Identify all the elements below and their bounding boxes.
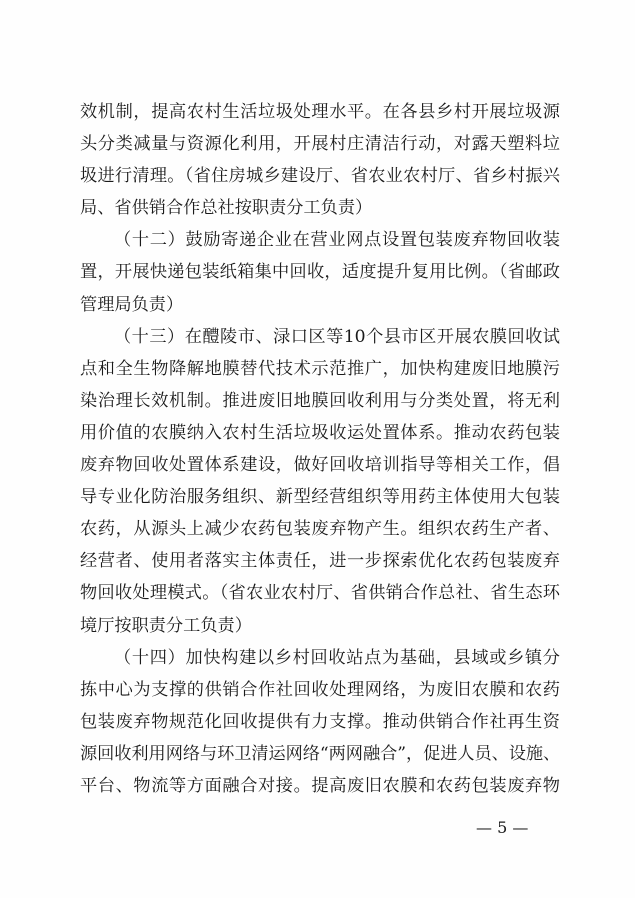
text-line: 用价值的农膜纳入农村生活垃圾收运处置体系。推动农药包装: [80, 422, 560, 443]
text-line: 点和全生物降解地膜替代技术示范推广，加快构建废旧地膜污: [80, 358, 560, 379]
paragraph-14-start: （十四）加快构建以乡村回收站点为基础，县域或乡镇分: [114, 647, 560, 668]
text-line: 源回收利用网络与环卫清运网络“两网融合”，促进人员、设施、: [80, 743, 560, 764]
text-line: 头分类减量与资源化利用，开展村庄清洁行动，对露天塑料垃: [80, 134, 560, 155]
paragraph-13-start: （十三）在醴陵市、渌口区等10个县市区开展农膜回收试: [114, 326, 560, 347]
text-line: 物回收处理模式。（省农业农村厅、省供销合作总社、省生态环: [80, 583, 560, 604]
text-line: 境厅按职责分工负责）: [80, 615, 252, 636]
text-line: 经营者、使用者落实主体责任，进一步探索优化农药包装废弃: [80, 551, 560, 572]
text-line: 拣中心为支撑的供销合作社回收处理网络，为废旧农膜和农药: [80, 679, 560, 700]
text-line: 管理局负责）: [80, 294, 184, 315]
text-line: 效机制，提高农村生活垃圾处理水平。在各县乡村开展垃圾源: [80, 102, 560, 122]
text-line: 农药，从源头上减少农药包装废弃物产生。组织农药生产者、: [80, 519, 560, 540]
text-line: 导专业化防治服务组织、新型经营组织等用药主体使用大包装: [80, 487, 560, 508]
text-line: 局、省供销合作总社按职责分工负责）: [80, 198, 373, 219]
text-line: 染治理长效机制。推进废旧地膜回收利用与分类处置，将无利: [80, 390, 560, 411]
paragraph-12-start: （十二）鼓励寄递企业在营业网点设置包装废弃物回收装: [114, 230, 560, 251]
text-line: 废弃物回收处置体系建设，做好回收培训指导等相关工作，倡: [80, 455, 560, 476]
text-line: 置，开展快递包装纸箱集中回收，适度提升复用比例。（省邮政: [80, 262, 560, 283]
text-line: 平台、物流等方面融合对接。提高废旧农膜和农药包装废弃物: [80, 775, 560, 796]
text-line: 圾进行清理。（省住房城乡建设厅、省农业农村厅、省乡村振兴: [80, 166, 560, 187]
text-line: 包装废弃物规范化回收提供有力支撑。推动供销合作社再生资: [80, 711, 560, 732]
body-text: [80, 96, 560, 802]
page-number: — 5 —: [476, 818, 529, 837]
